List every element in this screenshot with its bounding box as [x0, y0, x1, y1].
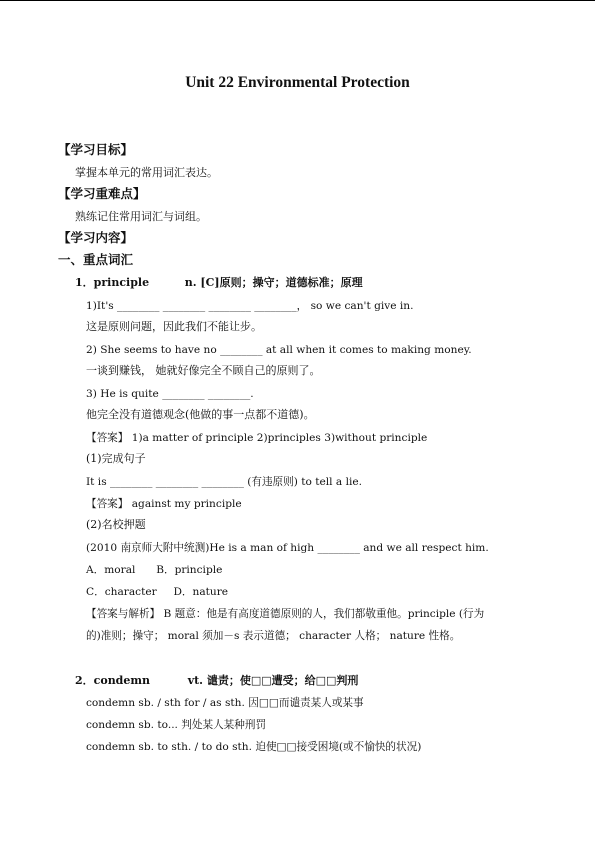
page-title: Unit 22 Environmental Protection [185, 74, 410, 91]
option-a: A．moral [86, 564, 136, 576]
section-key-vocab: 一、重点词汇 [58, 252, 134, 267]
item1-subtask-2: (2)名校押题 [86, 518, 146, 531]
item1-analysis-line-1: 【答案与解析】 B 题意：他是有高度道德原则的人，我们都敬重他。principle (行为 [86, 608, 485, 620]
option-d: D．nature [173, 586, 229, 598]
item2-definition: vt. 谴责；使□□遭受；给□□判刑 [187, 674, 359, 687]
item2-word: 2．condemn [75, 674, 151, 687]
item1-word: 1．principle [75, 276, 150, 289]
item1-analysis-line-2: 的)准则；操守； moral 须加－s 表示道德； character 人格； nature 性格。 [86, 630, 461, 642]
goal-text: 掌握本单元的常用词汇表达。 [75, 166, 218, 179]
item1-example-3: 3) He is quite ________ ________. [86, 388, 254, 400]
item1-example-2-cn: 一谈到赚钱， 她就好像完全不顾自己的原则了。 [86, 364, 321, 377]
item1-example-2: 2) She seems to have no ________ at all when it comes to making money. [86, 344, 472, 356]
item2-headword [75, 674, 358, 688]
option-c: C．character [86, 586, 157, 598]
key-text: 熟练记住常用词汇与词组。 [75, 210, 207, 223]
option-b: B．principle [156, 564, 223, 576]
item1-headword [75, 276, 363, 290]
top-rule [0, 0, 595, 1]
item1-answer-1: 【答案】 1)a matter of principle 2)principles 3)without principle [86, 432, 428, 444]
item1-options-row-2 [86, 585, 228, 599]
item1-example-1-cn: 这是原则问题，因此我们不能让步。 [86, 320, 262, 333]
item1-example-3-cn: 他完全没有道德观念(他做的事一点都不道德)。 [86, 408, 315, 421]
key-heading: 【学习重难点】 [58, 186, 146, 201]
item2-phrase-2: condemn sb. to... 判处某人某种刑罚 [86, 719, 267, 731]
content-heading: 【学习内容】 [58, 230, 134, 245]
item1-subtask-1-question: It is ________ ________ ________ (有违原则) to tell a lie. [86, 476, 363, 488]
goal-heading: 【学习目标】 [58, 142, 134, 157]
item1-subtask-2-question: (2010 南京师大附中统测)He is a man of high ________ and we all respect him. [86, 542, 489, 554]
item2-phrase-3: condemn sb. to sth. / to do sth. 迫使□□接受困境(或不愉快的状况) [86, 741, 422, 753]
item1-options-row-1 [86, 563, 222, 577]
item2-phrase-1: condemn sb. / sth for / as sth. 因□□而谴责某人或某事 [86, 697, 364, 709]
item1-answer-2: 【答案】 against my principle [86, 498, 242, 510]
item1-definition: n. [C]原则；操守；道德标准；原理 [184, 276, 363, 289]
item1-subtask-1: (1)完成句子 [86, 452, 146, 465]
item1-example-1: 1)It's ________ ________ ________ ________， so we can't give in. [86, 300, 414, 312]
